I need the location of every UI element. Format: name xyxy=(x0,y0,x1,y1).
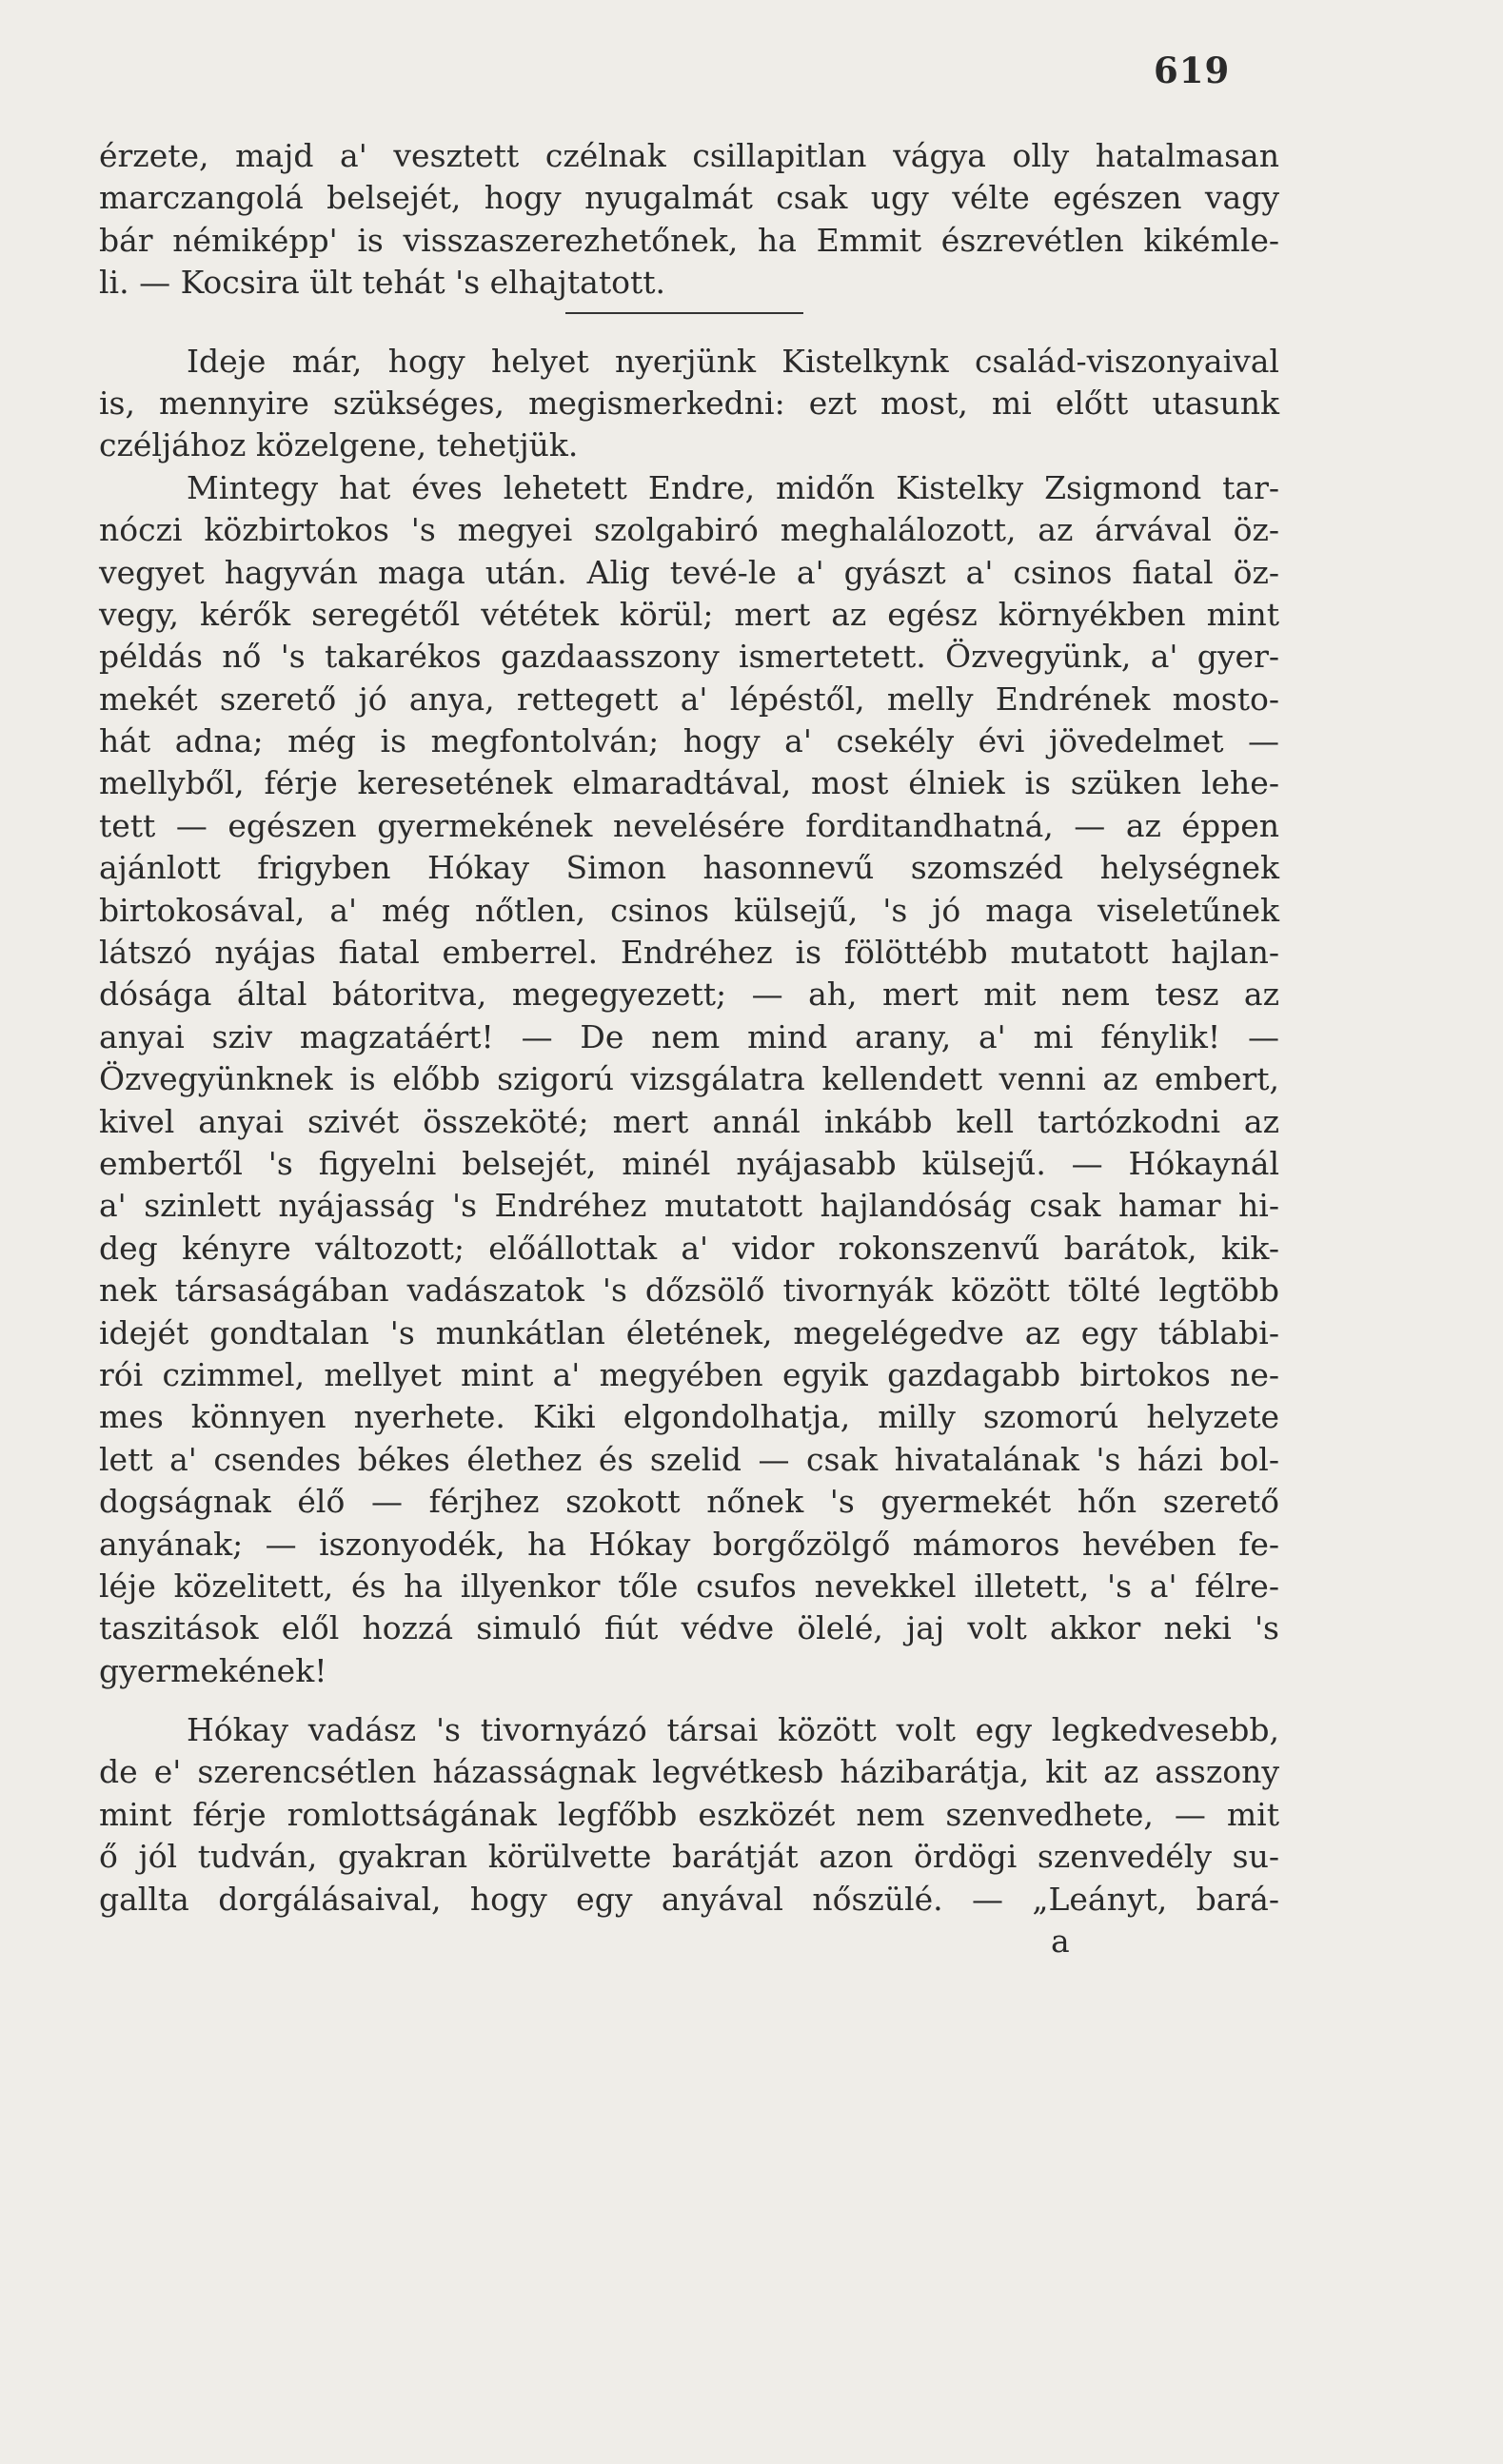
text-line: tett — egészen gyermekének nevelésére forditandhatná, — az éppen xyxy=(99,806,1279,844)
text-line: mes könnyen nyerhete. Kiki elgondolhatja, milly szomorú helyzete xyxy=(99,1398,1279,1436)
paragraph-gap xyxy=(99,1692,1279,1709)
text-line: léje közelitett, és ha illyenkor tőle csufos nevekkel illetett, 's a' félre- xyxy=(99,1567,1279,1605)
text-line: dósága által bátoritva, megegyezett; — ah, mert mit nem tesz az xyxy=(99,976,1279,1014)
text-line: birtokosával, a' még nőtlen, csinos külsejű, 's jó maga viseletűnek xyxy=(99,891,1279,929)
text-line: lett a' csendes békes élethez és szelid — csak hivatalának 's házi bol- xyxy=(99,1440,1279,1478)
text-line: idejét gondtalan 's munkátlan életének, megelégedve az egy táblabi- xyxy=(99,1313,1279,1351)
text-line: embertől 's figyelni belsejét, minél nyájasabb külsejű. — Hókaynál xyxy=(99,1144,1279,1182)
text-line: ajánlott frigyben Hókay Simon hasonnevű szomszéd helységnek xyxy=(99,849,1279,887)
page-text xyxy=(99,135,1279,1962)
text-line: hát adna; még is megfontolván; hogy a' csekély évi jövedelmet — xyxy=(99,722,1279,760)
text-line: mint férje romlottságának legfőbb eszközét nem szenvedhete, — mit xyxy=(99,1795,1279,1833)
page-number: 619 xyxy=(1154,49,1231,91)
text-line: de e' szerencsétlen házasságnak legvétkesb házibarátja, kit az asszony xyxy=(99,1753,1279,1791)
text-line: dogságnak élő — férjhez szokott nőnek 's gyermekét hőn szerető xyxy=(99,1483,1279,1521)
text-line: nek társaságában vadászatok 's dőzsölő tivornyák között tölté legtöbb xyxy=(99,1271,1279,1310)
text-line: ő jól tudván, gyakran körülvette barátját azon ördögi szenvedély su- xyxy=(99,1838,1279,1876)
text-line: czéljához közelgene, tehetjük. xyxy=(99,426,579,464)
text-line: marczangolá belsejét, hogy nyugalmát csak ugy vélte egészen vagy xyxy=(99,179,1279,217)
text-line: li. — Kocsira ült tehát 's elhajtatott. xyxy=(99,264,665,302)
text-line: vegy, kérők seregétől vététek körül; mert az egész környékben mint xyxy=(99,595,1279,633)
text-line: látszó nyájas fiatal emberrel. Endréhez is fölöttébb mutatott hajlan- xyxy=(99,934,1279,972)
text-line: Ideje már, hogy helyet nyerjünk Kistelkynk család-viszonyaival xyxy=(187,342,1279,380)
text-line: anyai sziv magzatáért! — De nem mind arany, a' mi fénylik! — xyxy=(99,1017,1279,1055)
text-line: kivel anyai szivét összeköté; mert annál inkább kell tartózkodni az xyxy=(99,1102,1279,1140)
text-line: Mintegy hat éves lehetett Endre, midőn Kistelky Zsigmond tar- xyxy=(187,468,1279,506)
catchword: a xyxy=(1051,1922,1070,1961)
text-line: érzete, majd a' vesztett czélnak csillapitlan vágya olly hatalmasan xyxy=(99,137,1279,174)
text-line: példás nő 's takarékos gazdaasszony ismertetett. Özvegyünk, a' gyer- xyxy=(99,638,1279,676)
section-divider xyxy=(565,312,803,314)
text-line: Hókay vadász 's tivornyázó társai között volt egy legkedvesebb, xyxy=(187,1711,1279,1749)
text-line: deg kényre változott; előállottak a' vidor rokonszenvű barátok, kik- xyxy=(99,1229,1279,1267)
text-line: gyermekének! xyxy=(99,1651,327,1689)
text-line: Özvegyünknek is előbb szigorú vizsgálatra kellendett venni az embert, xyxy=(99,1060,1279,1098)
text-line: vegyet hagyván maga után. Alig tevé-le a' gyászt a' csinos fiatal öz- xyxy=(99,553,1279,591)
text-line: nóczi közbirtokos 's megyei szolgabiró meghalálozott, az árvával öz- xyxy=(99,511,1279,549)
text-line: mellyből, férje keresetének elmaradtával, most élniek is szüken lehe- xyxy=(99,764,1279,802)
text-line: anyának; — iszonyodék, ha Hókay borgőzölgő mámoros hevében fe- xyxy=(99,1525,1279,1563)
text-line: mekét szerető jó anya, rettegett a' lépéstől, melly Endrének mosto- xyxy=(99,680,1279,718)
text-line: gallta dorgálásaival, hogy egy anyával nőszülé. — „Leányt, bará- xyxy=(99,1880,1279,1918)
text-line: is, mennyire szükséges, megismerkedni: ezt most, mi előtt utasunk xyxy=(99,384,1279,422)
text-line: rói czimmel, mellyet mint a' megyében egyik gazdagabb birtokos ne- xyxy=(99,1355,1279,1393)
text-line: taszitások elől hozzá simuló fiút védve ölelé, jaj volt akkor neki 's xyxy=(99,1609,1279,1647)
text-line: bár némiképp' is visszaszerezhetőnek, ha Emmit észrevétlen kikémle- xyxy=(99,221,1279,259)
text-line: a' szinlett nyájasság 's Endréhez mutatott hajlandóság csak hamar hi- xyxy=(99,1187,1279,1225)
